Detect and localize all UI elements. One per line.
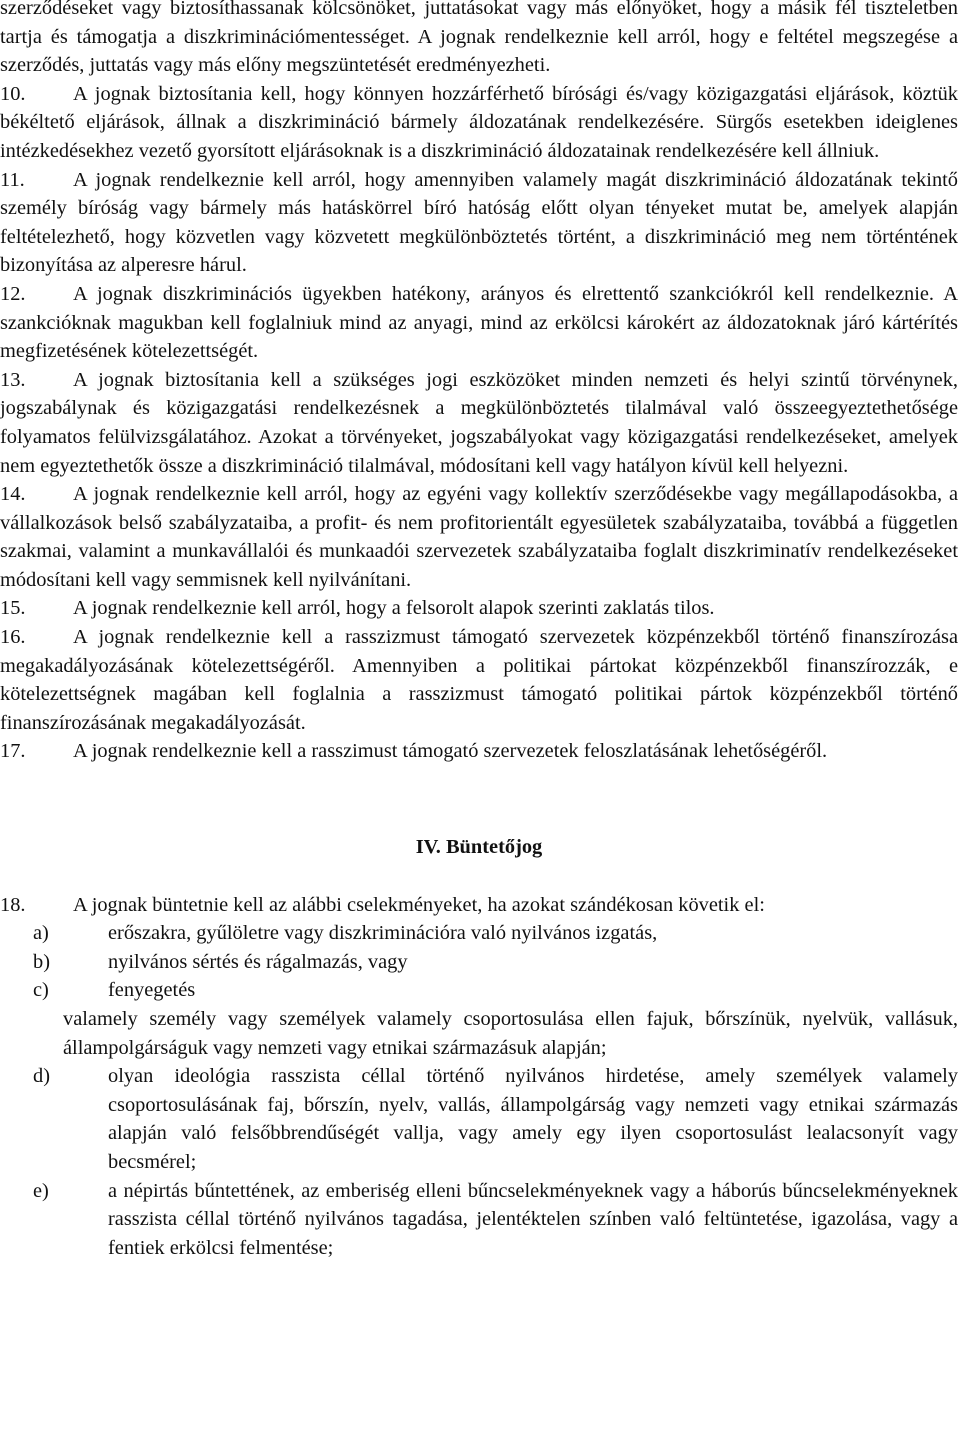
list-item-text: nyilvános sértés és rágalmazás, vagy: [108, 950, 408, 973]
paragraph-number: 13.: [0, 368, 26, 391]
paragraph-18: [0, 891, 958, 920]
paragraph-11: [0, 166, 958, 280]
paragraph-text: A jognak rendelkeznie kell arról, hogy a felsorolt alapok szerinti zaklatás tilos.: [73, 597, 715, 620]
paragraph-17: [0, 737, 958, 766]
list-item-label: a): [33, 922, 49, 945]
paragraph-number: 12.: [0, 282, 26, 305]
paragraph-text: A jognak rendelkeznie kell a rasszizmust támogató szervezetek közpénzekből történő finanszírozása megakadályozásának kötelezettségéről. Amennyiben a politikai pártokat közpénzekből finanszírozzák, e kötelezettségnek magában kell foglalnia a rasszizmust támogató politikai pártok közpénzekből történő finanszírozásának megakadályozását.: [0, 626, 958, 734]
paragraph-text: A jognak rendelkeznie kell arról, hogy amennyiben valamely magát diszkrimináció áldozatának tekintő személy bíróság vagy bármely más hatáskörrel bíró hatóság előtt olyan tényeket mutat be, amelyek alapján feltételezhető, hogy közvetlen vagy közvetett megkülönböztetés történt, a diszkrimináció meg nem történtének bizonyítása az alperesre hárul.: [0, 168, 958, 277]
paragraph-text: A jognak diszkriminációs ügyekben hatékony, arányos és elrettentő szankciókról kell rendelkeznie. A szankcióknak magukban kell foglalniuk mind az anyagi, mind az erkölcsi károkért az áldozatoknak járó kártérítés megfizetésének kötelezettségét.: [0, 282, 958, 363]
paragraph-number: 15.: [0, 597, 26, 620]
list-item-label: c): [33, 979, 49, 1002]
paragraph-13: [0, 366, 958, 480]
list-item-e: [0, 1177, 958, 1263]
paragraph-text: A jognak rendelkeznie kell arról, hogy az egyéni vagy kollektív szerződésekbe vagy megállapodásokba, a vállalkozások belső szabályzataiba, a profit- és nem profitorientált egyesületek szabályzataiba, továbbá a független szakmai, valamint a munkavállalói és munkaadói szervezetek szabályzataiba foglalt diszkriminatív rendelkezéseket módosítani kell vagy semmisnek kell nyilvánítani.: [0, 483, 958, 591]
list-item-b: [0, 948, 958, 977]
list-item-text: fenyegetés: [108, 979, 196, 1002]
paragraph-number: 14.: [0, 483, 26, 506]
paragraph-number: 18.: [0, 893, 26, 916]
paragraph-number: 10.: [0, 82, 26, 105]
paragraph-16: [0, 623, 958, 737]
list-item-label: e): [33, 1179, 49, 1202]
paragraph-14: [0, 480, 958, 594]
paragraph-12: [0, 280, 958, 366]
paragraph-text: A jognak rendelkeznie kell a rasszimust támogató szervezetek feloszlatásának lehetőségéről.: [73, 740, 828, 763]
paragraph-number: 16.: [0, 626, 26, 649]
list-item-c: [0, 976, 958, 1005]
paragraph-number: 17.: [0, 740, 26, 763]
intro-paragraph: szerződéseket vagy biztosíthassanak kölcsönöket, juttatásokat vagy más előnyöket, hogy a másik fél tiszteletben tartja és támogatja a diszkriminációmentességet. A jognak rendelkeznie kell arról, hogy e feltétel megszegése a szerződés, juttatás vagy más előny megszüntetését eredményezheti.: [0, 0, 958, 77]
list-item-text: erőszakra, gyűlöletre vagy diszkriminációra való nyilvános izgatás,: [108, 922, 658, 945]
paragraph-text: A jognak biztosítania kell, hogy könnyen hozzárférhető bírósági és/vagy közigazgatási eljárások, köztük békéltető eljárások, állnak a diszkrimináció bármely áldozatának rendelkezésére. Sürgős esetekben ideiglenes intézkedésekhez vezető gyorsított eljárásoknak is a diszkrimináció áldozatainak rendelkezésére kell állniuk.: [0, 82, 958, 162]
list-item-d: [0, 1062, 958, 1176]
paragraph-15: [0, 594, 958, 623]
list-item-a: [0, 919, 958, 948]
paragraph-10: [0, 80, 958, 166]
list-item-text: a népirtás bűntettének, az emberiség elleni bűncselekményeknek vagy a háborús bűncselekményeknek rasszista céllal történő nyilvános tagadása, jelentéktelen színben való feltüntetése, igazolása, vagy a fentiek erkölcsi felmentése;: [108, 1179, 958, 1259]
section-title: IV. Büntetőjog: [415, 836, 543, 859]
paragraph-text: A jognak büntetnie kell az alábbi cselekményeket, ha azokat szándékosan követik el:: [73, 893, 765, 916]
paragraph-text: A jognak biztosítania kell a szükséges jogi eszközöket minden nemzeti és helyi szintű törvénynek, jogszabálynak és közigazgatási rendelkezésnek a megkülönböztetés tilalmával való összeegyeztethetősége folyamatos felülvizsgálatához. Azokat a törvényeket, jogszabályokat vagy közigazgatási rendelkezéseket, amelyek nem egyeztethetők össze a diszkrimináció tilalmával, módosítani kell vagy hatályon kívül kell helyezni.: [0, 368, 958, 477]
paragraph-number: 11.: [0, 168, 25, 191]
list-item-text: olyan ideológia rasszista céllal történő nyilvános hirdetése, amely személyek valamely csoportosulásának faj, bőrszín, nyelv, vallás, állampolgárság vagy nemzeti vagy etnikai származás alapján való felsőbbrendűségét vallja, vagy amely egy ilyen csoportosulást lealacsonyít vagy becsmérel;: [108, 1065, 958, 1173]
list-item-label: b): [33, 950, 50, 973]
list-continuation: valamely személy vagy személyek valamely csoportosulása ellen fajuk, bőrszínük, nyelvük, vallásuk, állampolgárságuk vagy nemzeti vagy etnikai származásuk alapján;: [63, 1008, 958, 1059]
list-item-label: d): [33, 1065, 50, 1088]
